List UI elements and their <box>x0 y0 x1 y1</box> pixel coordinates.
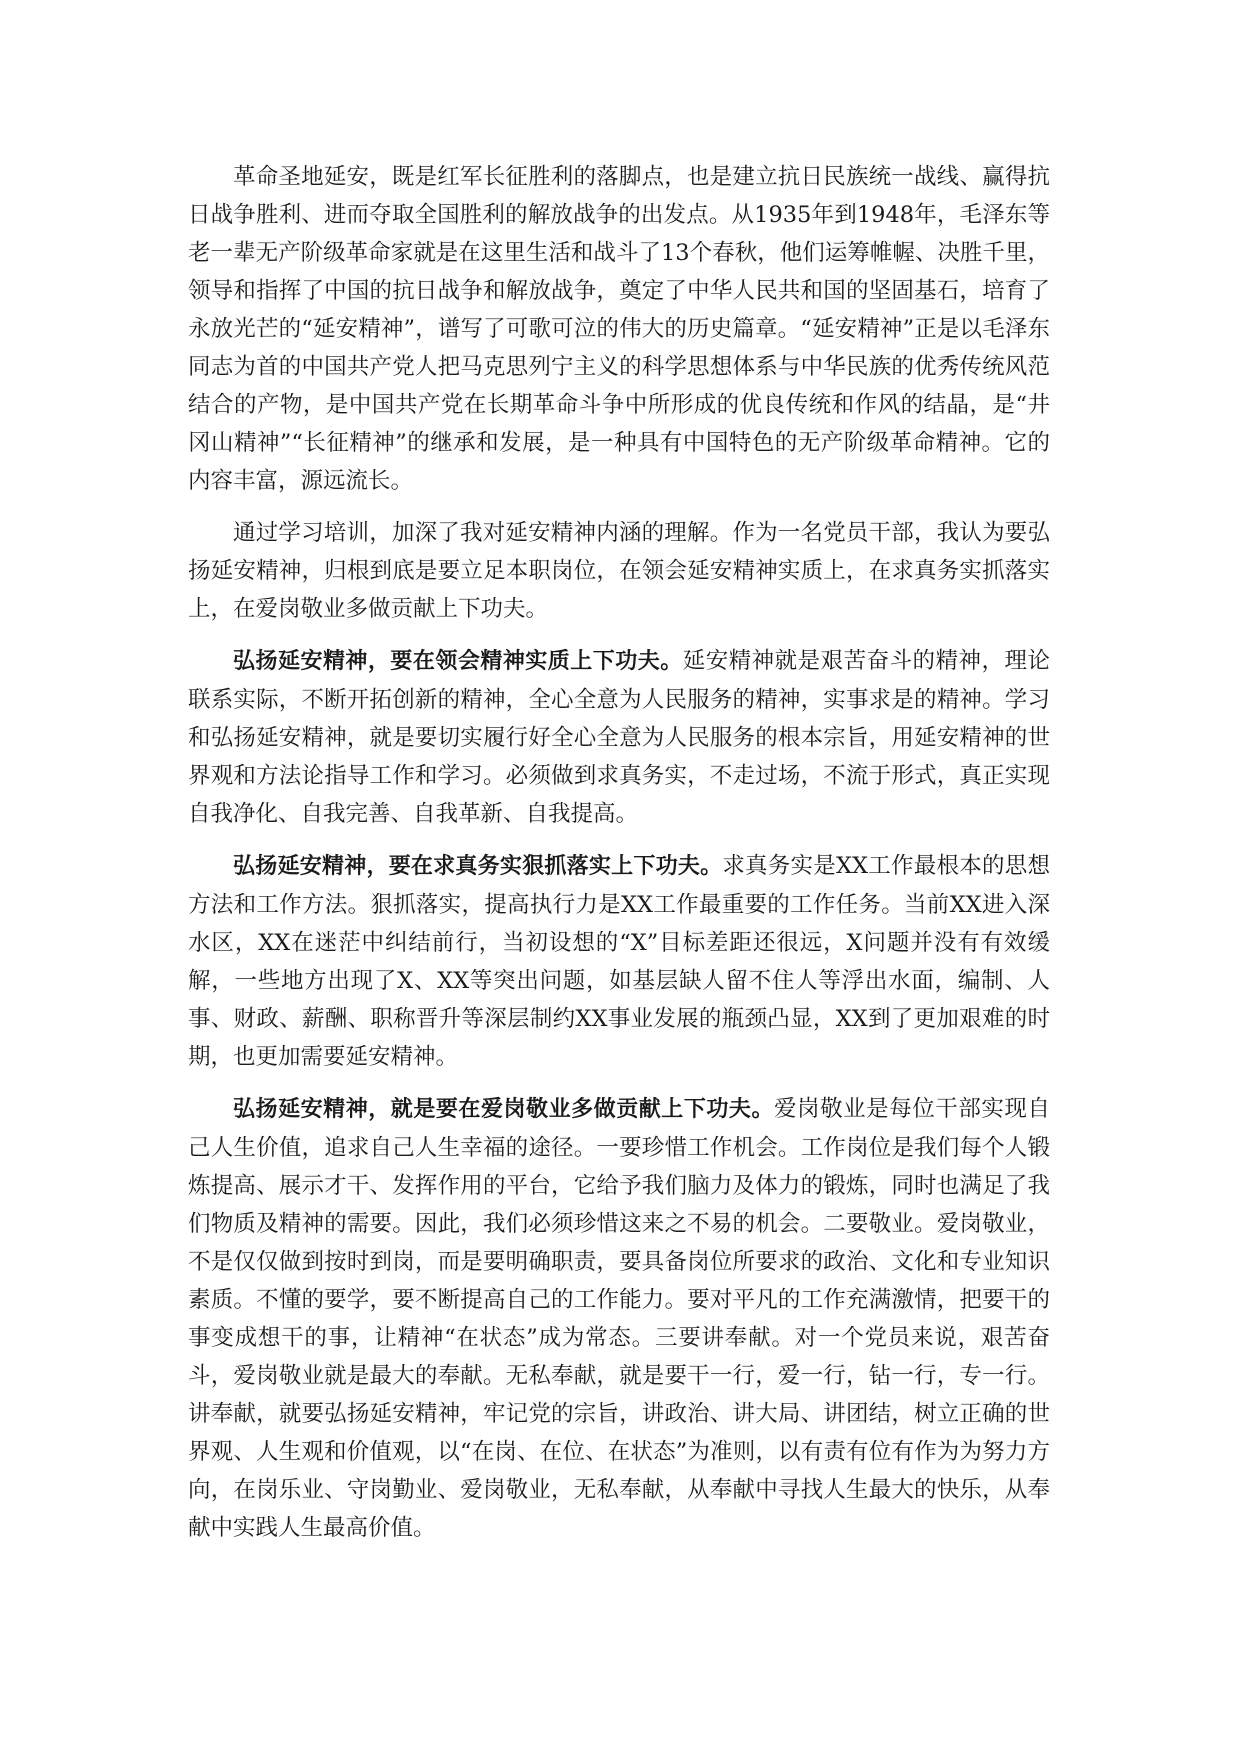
paragraph-text: 通过学习培训，加深了我对延安精神内涵的理解。作为一名党员干部，我认为要弘扬延安精神，归根到底是要立足本职岗位，在领会延安精神实质上，在求真务实抓落实上，在爱岗敬业多做贡献上下功夫。 <box>188 520 1050 622</box>
paragraph-text: 延安精神就是艰苦奋斗的精神，理论联系实际，不断开拓创新的精神，全心全意为人民服务的精神，实事求是的精神。学习和弘扬延安精神，就是要切实履行好全心全意为人民服务的根本宗旨，用延安精神的世界观和方法论指导工作和学习。必须做到求真务实，不走过场，不流于形式，真正实现自我净化、自我完善、自我革新、自我提高。 <box>188 648 1050 827</box>
paragraph-understanding <box>188 514 1050 628</box>
paragraph-lead: 弘扬延安精神，要在领会精神实质上下功夫。 <box>233 649 683 674</box>
paragraph-essence <box>188 642 1050 833</box>
paragraph-text: 革命圣地延安，既是红军长征胜利的落脚点，也是建立抗日民族统一战线、赢得抗日战争胜利、进而夺取全国胜利的解放战争的出发点。从1935年到1948年，毛泽东等老一辈无产阶级革命家就是在这里生活和战斗了13个春秋，他们运筹帷幄、决胜千里，领导和指挥了中国的抗日战争和解放战争，奠定了中华人民共和国的坚固基石，培育了永放光芒的“延安精神”，谱写了可歌可泣的伟大的历史篇章。“延安精神”正是以毛泽东同志为首的中国共产党人把马克思列宁主义的科学思想体系与中华民族的优秀传统风范结合的产物，是中国共产党在长期革命斗争中所形成的优良传统和作风的结晶，是“井冈山精神”“长征精神”的继承和发展，是一种具有中国特色的无产阶级革命精神。它的内容丰富，源远流长。 <box>188 164 1050 494</box>
paragraph-text: 求真务实是XX工作最根本的思想方法和工作方法。狠抓落实，提高执行力是XX工作最重要的工作任务。当前XX进入深水区，XX在迷茫中纠结前行，当初设想的“X”目标差距还很远，X问题并没有有效缓解，一些地方出现了X、XX等突出问题，如基层缺人留不住人等浮出水面，编制、人事、财政、薪酬、职称晋升等深层制约XX事业发展的瓶颈凸显，XX到了更加艰难的时期，也更加需要延安精神。 <box>188 853 1050 1070</box>
paragraph-practical <box>188 847 1050 1076</box>
paragraph-lead: 弘扬延安精神，要在求真务实狠抓落实上下功夫。 <box>233 854 723 879</box>
document-body <box>188 158 1050 1561</box>
paragraph-text: 爱岗敬业是每位干部实现自己人生价值，追求自己人生幸福的途径。一要珍惜工作机会。工作岗位是我们每个人锻炼提高、展示才干、发挥作用的平台，它给予我们脑力及体力的锻炼，同时也满足了我们物质及精神的需要。因此，我们必须珍惜这来之不易的机会。二要敬业。爱岗敬业，不是仅仅做到按时到岗，而是要明确职责，要具备岗位所要求的政治、文化和专业知识素质。不懂的要学，要不断提高自己的工作能力。要对平凡的工作充满激情，把要干的事变成想干的事，让精神“在状态”成为常态。三要讲奉献。对一个党员来说，艰苦奋斗，爱岗敬业就是最大的奉献。无私奉献，就是要干一行，爱一行，钻一行，专一行。讲奉献，就要弘扬延安精神，牢记党的宗旨，讲政治、讲大局、讲团结，树立正确的世界观、人生观和价值观，以“在岗、在位、在状态”为准则，以有责有位有作为为努力方向，在岗乐业、守岗勤业、爱岗敬业，无私奉献，从奉献中寻找人生最大的快乐，从奉献中实践人生最高价值。 <box>188 1096 1050 1541</box>
paragraph-intro <box>188 158 1050 500</box>
paragraph-lead: 弘扬延安精神，就是要在爱岗敬业多做贡献上下功夫。 <box>233 1097 775 1122</box>
paragraph-dedication <box>188 1090 1050 1547</box>
